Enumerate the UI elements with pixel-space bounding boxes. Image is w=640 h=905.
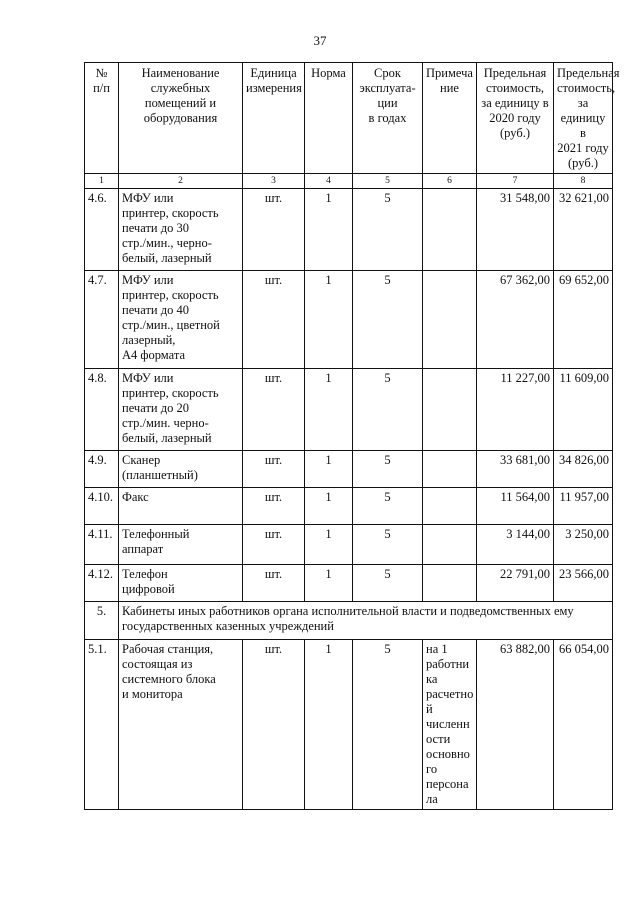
row-number: 4.12. [85,565,119,602]
column-index: 1 [85,174,119,189]
row-note [423,525,477,565]
row-norm: 1 [305,488,353,525]
table-row [85,640,613,810]
row-price-2021: 69 652,00 [554,271,613,369]
row-term: 5 [353,565,423,602]
row-name: Телефонный аппарат [119,525,243,565]
column-index: 5 [353,174,423,189]
row-price-2020: 22 791,00 [477,565,554,602]
header-cell-unit: Единица измерения [243,63,305,174]
row-name: МФУ или принтер, скорость печати до 30 стр./мин., черно- белый, лазерный [119,189,243,271]
row-price-2021: 11 957,00 [554,488,613,525]
section-number: 5. [85,602,119,640]
row-note: на 1 работни ка расчетно й численн ости основно го персона ла [423,640,477,810]
row-norm: 1 [305,271,353,369]
row-price-2020: 11 227,00 [477,369,554,451]
row-note [423,369,477,451]
row-number: 4.7. [85,271,119,369]
row-price-2020: 11 564,00 [477,488,554,525]
row-term: 5 [353,369,423,451]
header-cell-price-2020: Предельная стоимость, за единицу в 2020 году (руб.) [477,63,554,174]
row-norm: 1 [305,525,353,565]
row-note [423,565,477,602]
header-cell-norm: Норма [305,63,353,174]
row-norm: 1 [305,451,353,488]
row-price-2020: 67 362,00 [477,271,554,369]
row-norm: 1 [305,369,353,451]
row-note [423,488,477,525]
row-unit: шт. [243,525,305,565]
row-note [423,451,477,488]
row-name: МФУ или принтер, скорость печати до 20 стр./мин. черно- белый, лазерный [119,369,243,451]
row-term: 5 [353,451,423,488]
row-unit: шт. [243,271,305,369]
row-price-2021: 32 621,00 [554,189,613,271]
column-index: 2 [119,174,243,189]
row-name: Телефон цифровой [119,565,243,602]
row-unit: шт. [243,451,305,488]
section-row [85,602,613,640]
row-name: Факс [119,488,243,525]
table-row [85,369,613,451]
table-row [85,189,613,271]
row-term: 5 [353,488,423,525]
row-norm: 1 [305,189,353,271]
table-header-row [85,63,613,174]
page-number: 37 [313,33,327,48]
column-index: 8 [554,174,613,189]
header-cell-name: Наименование служебных помещений и оборудования [119,63,243,174]
table-row [85,525,613,565]
row-term: 5 [353,271,423,369]
row-number: 4.11. [85,525,119,565]
row-name: МФУ или принтер, скорость печати до 40 стр./мин., цветной лазерный, А4 формата [119,271,243,369]
table-row [85,565,613,602]
column-index: 7 [477,174,554,189]
row-price-2020: 3 144,00 [477,525,554,565]
row-price-2021: 66 054,00 [554,640,613,810]
row-price-2020: 31 548,00 [477,189,554,271]
row-number: 4.10. [85,488,119,525]
header-cell-note: Примеча ние [423,63,477,174]
column-index: 6 [423,174,477,189]
header-cell-price-2021: Предельная стоимость, за единицу в 2021 году (руб.) [554,63,613,174]
row-price-2021: 34 826,00 [554,451,613,488]
column-index: 3 [243,174,305,189]
row-number: 4.9. [85,451,119,488]
row-price-2020: 63 882,00 [477,640,554,810]
table-row [85,488,613,525]
row-norm: 1 [305,640,353,810]
row-name: Сканер (планшетный) [119,451,243,488]
row-number: 5.1. [85,640,119,810]
column-index-row [85,174,613,189]
row-note [423,189,477,271]
row-price-2021: 23 566,00 [554,565,613,602]
header-cell-number: № п/п [85,63,119,174]
row-unit: шт. [243,565,305,602]
row-norm: 1 [305,565,353,602]
row-term: 5 [353,525,423,565]
row-unit: шт. [243,369,305,451]
row-unit: шт. [243,189,305,271]
row-unit: шт. [243,640,305,810]
row-name: Рабочая станция, состоящая из системного блока и монитора [119,640,243,810]
row-term: 5 [353,189,423,271]
equipment-norms-table [84,62,620,810]
row-unit: шт. [243,488,305,525]
header-cell-term: Срок эксплуата- ции в годах [353,63,423,174]
row-number: 4.6. [85,189,119,271]
section-title: Кабинеты иных работников органа исполнительной власти и подведомственных ему государственных казенных учреждений [119,602,613,640]
row-number: 4.8. [85,369,119,451]
row-price-2020: 33 681,00 [477,451,554,488]
row-price-2021: 11 609,00 [554,369,613,451]
column-index: 4 [305,174,353,189]
row-price-2021: 3 250,00 [554,525,613,565]
table-row [85,451,613,488]
row-term: 5 [353,640,423,810]
table-row [85,271,613,369]
row-note [423,271,477,369]
